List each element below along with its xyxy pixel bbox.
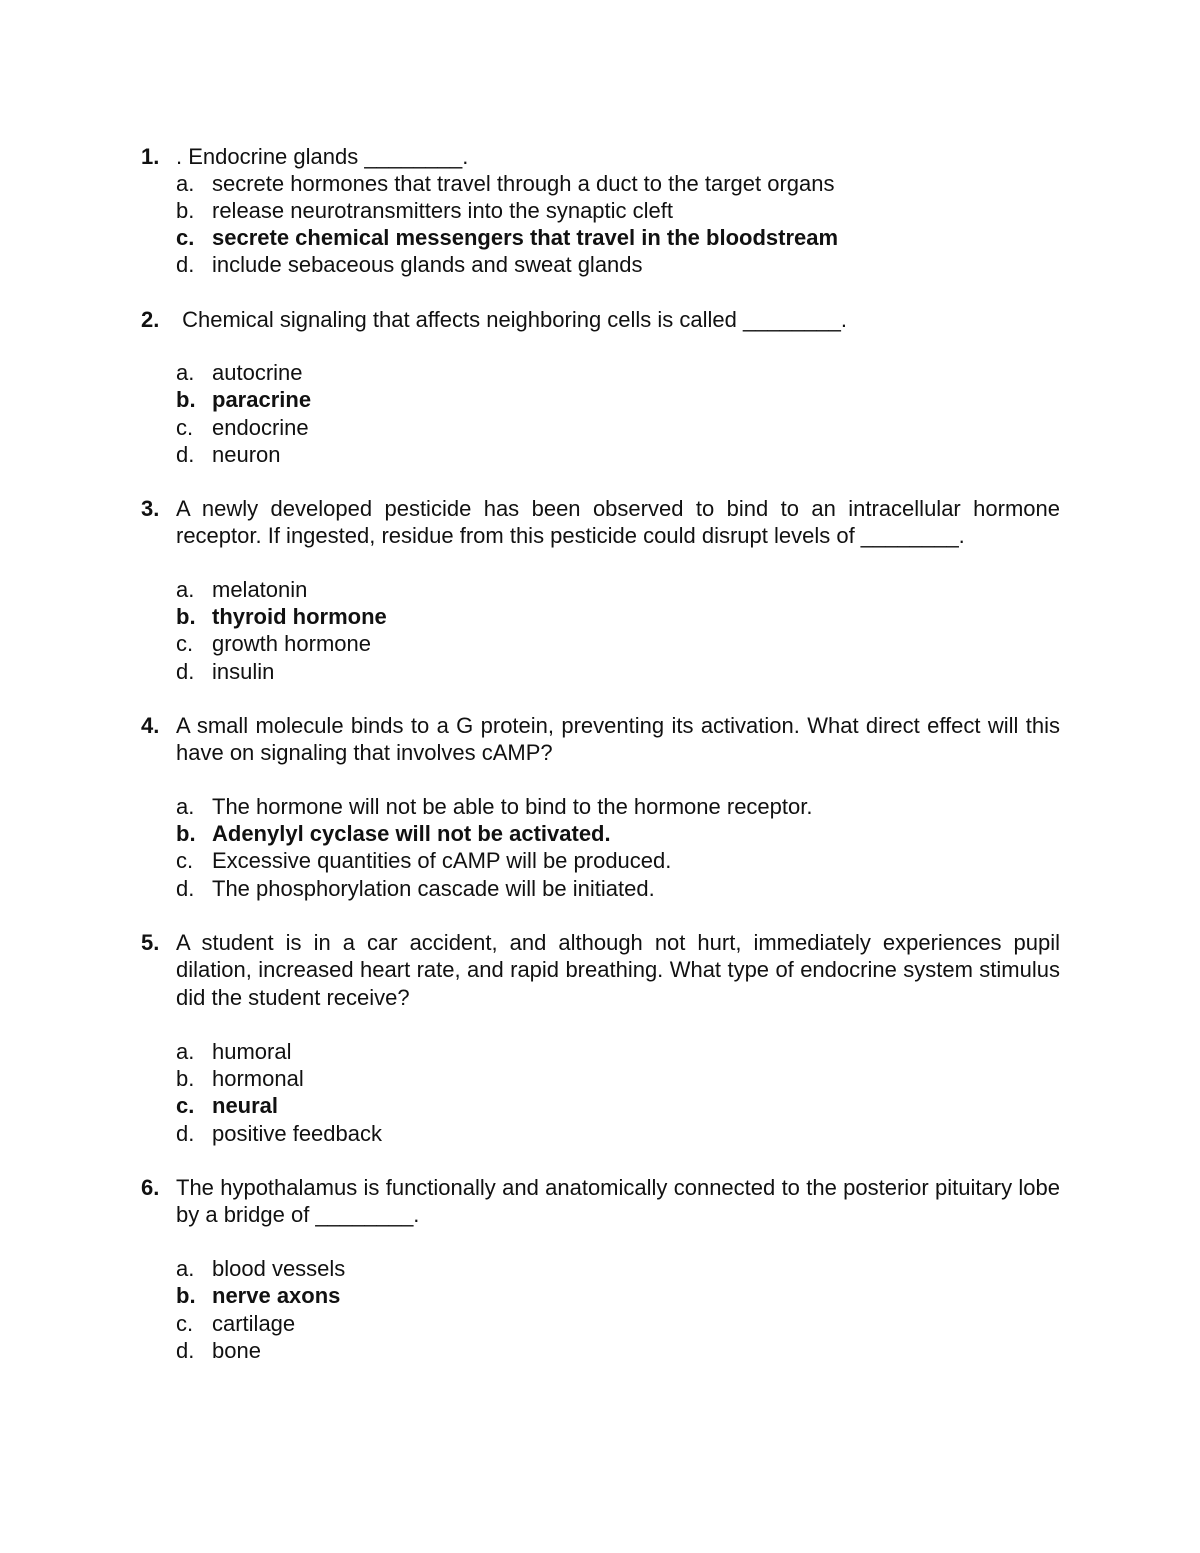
option-text: secrete chemical messengers that travel in the bloodstream	[212, 225, 839, 250]
option-text: endocrine	[212, 415, 309, 440]
option-letter: c.	[176, 631, 194, 656]
option-letter: c.	[176, 1311, 194, 1336]
answer-option	[0, 1337, 1200, 1364]
question-number: 6.	[141, 1175, 160, 1200]
option-text: The hormone will not be able to bind to the hormone receptor.	[212, 794, 813, 819]
option-text: Adenylyl cyclase will not be activated.	[212, 821, 611, 846]
answer-option	[0, 170, 1200, 197]
answer-option	[0, 251, 1200, 278]
correct-answer-option	[0, 224, 1200, 251]
option-text: thyroid hormone	[212, 604, 387, 629]
option-text: cartilage	[212, 1311, 296, 1336]
answer-option	[0, 658, 1200, 685]
answer-option	[0, 630, 1200, 657]
option-text: growth hormone	[212, 631, 371, 656]
option-text: humoral	[212, 1039, 292, 1064]
option-letter: c.	[176, 1093, 195, 1118]
option-letter: d.	[176, 876, 195, 901]
answer-option	[0, 793, 1200, 820]
question-text: . Endocrine glands ________.	[176, 144, 469, 169]
answer-option	[0, 197, 1200, 224]
option-text: include sebaceous glands and sweat glands	[212, 252, 643, 277]
option-letter: b.	[176, 1066, 195, 1091]
option-text: positive feedback	[212, 1121, 382, 1146]
option-text: autocrine	[212, 360, 303, 385]
correct-answer-option	[0, 603, 1200, 630]
answer-option	[0, 1038, 1200, 1065]
option-letter: c.	[176, 848, 194, 873]
option-letter: b.	[176, 604, 196, 629]
question-text: A newly developed pesticide has been observed to bind to an intracellular hormone receptor. If ingested, residue from this pesticide could disrupt levels of ________.	[176, 496, 1060, 549]
option-letter: d.	[176, 1338, 195, 1363]
option-text: The phosphorylation cascade will be initiated.	[212, 876, 655, 901]
answer-option	[0, 1065, 1200, 1092]
option-text: melatonin	[212, 577, 308, 602]
correct-answer-option	[0, 1282, 1200, 1309]
option-letter: a.	[176, 1039, 195, 1064]
option-text: neural	[212, 1093, 279, 1118]
correct-answer-option	[0, 1092, 1200, 1119]
option-text: nerve axons	[212, 1283, 341, 1308]
option-text: secrete hormones that travel through a duct to the target organs	[212, 171, 835, 196]
option-letter: a.	[176, 171, 195, 196]
answer-option	[0, 576, 1200, 603]
option-letter: d.	[176, 442, 195, 467]
question-number: 1.	[141, 144, 160, 169]
option-text: bone	[212, 1338, 261, 1363]
answer-option	[0, 359, 1200, 386]
option-text: hormonal	[212, 1066, 304, 1091]
option-letter: c.	[176, 415, 194, 440]
question-text: A small molecule binds to a G protein, preventing its activation. What direct effect will this have on signaling that involves cAMP?	[176, 713, 1060, 766]
option-letter: c.	[176, 225, 195, 250]
answer-option	[0, 847, 1200, 874]
question-number: 5.	[141, 930, 160, 955]
answer-option	[0, 875, 1200, 902]
option-letter: a.	[176, 794, 195, 819]
option-letter: b.	[176, 821, 196, 846]
option-text: Excessive quantities of cAMP will be produced.	[212, 848, 672, 873]
option-text: insulin	[212, 659, 275, 684]
option-letter: a.	[176, 1256, 195, 1281]
option-text: blood vessels	[212, 1256, 346, 1281]
option-letter: d.	[176, 659, 195, 684]
answer-option	[0, 1255, 1200, 1282]
question-number: 2.	[141, 307, 160, 332]
option-letter: b.	[176, 387, 196, 412]
correct-answer-option	[0, 820, 1200, 847]
question-number: 4.	[141, 713, 160, 738]
answer-option	[0, 1310, 1200, 1337]
question-text: A student is in a car accident, and although not hurt, immediately experiences pupil dilation, increased heart rate, and rapid breathing. What type of endocrine system stimulus did the student receive?	[176, 930, 1060, 1010]
option-letter: d.	[176, 1121, 195, 1146]
answer-option	[0, 414, 1200, 441]
option-text: release neurotransmitters into the synaptic cleft	[212, 198, 674, 223]
option-text: paracrine	[212, 387, 312, 412]
option-letter: b.	[176, 1283, 196, 1308]
question-text: Chemical signaling that affects neighboring cells is called ________.	[176, 307, 848, 332]
option-letter: d.	[176, 252, 195, 277]
question-number: 3.	[141, 496, 160, 521]
option-letter: a.	[176, 360, 195, 385]
option-letter: b.	[176, 198, 195, 223]
option-letter: a.	[176, 577, 195, 602]
question-text: The hypothalamus is functionally and anatomically connected to the posterior pituitary lobe by a bridge of ________.	[176, 1175, 1060, 1228]
option-text: neuron	[212, 442, 281, 467]
answer-option	[0, 1120, 1200, 1147]
answer-option	[0, 441, 1200, 468]
correct-answer-option	[0, 386, 1200, 413]
